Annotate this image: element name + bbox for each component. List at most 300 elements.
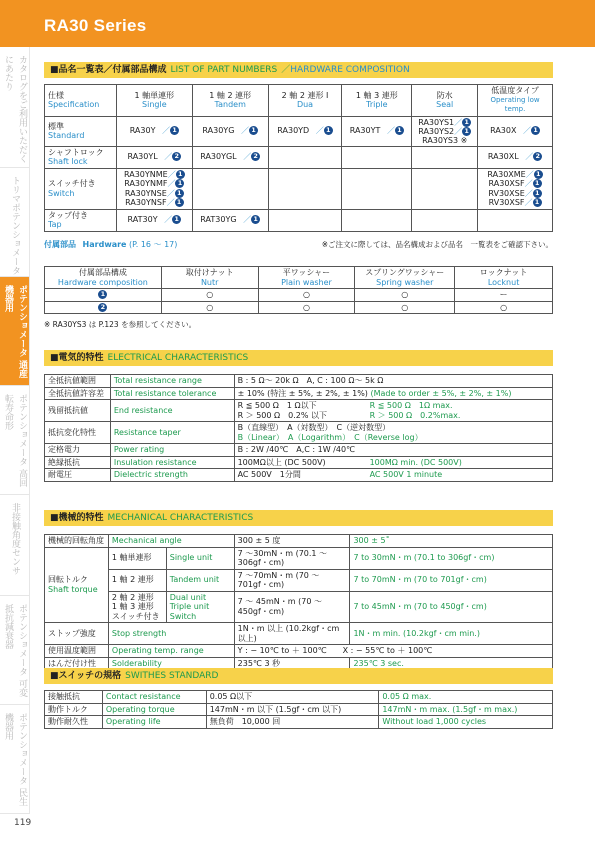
text: ／ bbox=[386, 126, 395, 136]
text bbox=[243, 215, 260, 225]
table-cell bbox=[234, 456, 552, 469]
text: ■スイッチの規格 bbox=[50, 671, 122, 681]
hardware-1-icon: 1 bbox=[251, 215, 260, 224]
table-cell: ○ bbox=[355, 301, 455, 314]
text bbox=[164, 215, 181, 225]
text bbox=[387, 126, 404, 136]
text-block: 1 軸 3 連形 bbox=[355, 90, 398, 100]
table-cell bbox=[478, 146, 553, 168]
table-row bbox=[45, 116, 553, 146]
text: ／ bbox=[243, 152, 252, 162]
text: RV30XSE bbox=[488, 188, 525, 198]
column-header bbox=[45, 85, 117, 117]
table-cell: 定格電力 bbox=[45, 444, 111, 457]
text bbox=[164, 152, 181, 162]
text: 付属部品 bbox=[44, 240, 76, 249]
hardware-1-icon: 1 bbox=[176, 170, 185, 179]
text-block: 仕様 bbox=[48, 90, 64, 100]
text: RA30YNME bbox=[123, 169, 168, 179]
table-cell bbox=[268, 116, 342, 146]
text: RA30YG bbox=[202, 126, 235, 136]
table-cell bbox=[116, 146, 192, 168]
column-header bbox=[161, 267, 258, 289]
table-cell bbox=[268, 168, 342, 209]
text: 100MΩ min. (DC 500V) bbox=[369, 457, 462, 467]
table-cell: 7 to 70mN・m (70 to 701gf・cm) bbox=[350, 569, 553, 591]
table-header-row bbox=[45, 267, 553, 289]
text-block: 1 軸単連形 bbox=[134, 90, 175, 100]
text: AC 500V 1分間 bbox=[237, 470, 301, 479]
text-block bbox=[119, 179, 190, 189]
hardware-2-icon: 2 bbox=[251, 152, 260, 161]
table-cell: ○ bbox=[258, 301, 355, 314]
text-block bbox=[480, 189, 550, 199]
text: R ≦ 500 Ω 1Ω max. bbox=[369, 401, 453, 410]
hardware-1-icon: 1 bbox=[170, 126, 179, 135]
text: Hardware bbox=[82, 240, 127, 249]
table-cell: ○ bbox=[258, 289, 355, 302]
text-block: 平ワッシャー bbox=[282, 268, 331, 277]
text-block bbox=[480, 179, 550, 189]
table-cell: 絶縁抵抗 bbox=[45, 456, 111, 469]
table-cell: Resistance taper bbox=[110, 422, 234, 444]
table-cell: B : 5 Ω～ 20k Ω A, C : 100 Ω～ 5k Ω bbox=[234, 375, 552, 388]
table-cell: 7 ～30mN・m (70.1 ～ 306gf・cm) bbox=[234, 547, 350, 569]
hardware-reference-line bbox=[44, 239, 553, 250]
table-row bbox=[45, 289, 553, 302]
table-row bbox=[45, 209, 553, 231]
text bbox=[525, 152, 542, 162]
text-block bbox=[0, 813, 30, 814]
text: R ≦ 500 Ω 1 Ω以下 bbox=[237, 401, 317, 410]
text-block: 防水 bbox=[436, 90, 453, 100]
text-block: ロックナット bbox=[479, 268, 528, 277]
text-block: Nutr bbox=[200, 277, 219, 287]
table-cell: Power rating bbox=[110, 444, 234, 457]
text: LIST OF PART NUMBERS bbox=[170, 65, 278, 75]
text-block: Switch bbox=[169, 611, 197, 621]
text-block bbox=[119, 170, 190, 180]
tbody bbox=[45, 375, 553, 482]
table-cell bbox=[412, 209, 478, 231]
table-cell: 抵抗変化特性 bbox=[45, 422, 111, 444]
table-cell: Single unit bbox=[166, 547, 234, 569]
table-row bbox=[45, 691, 553, 704]
text: (Made to order ± 5%, ± 2%, ± 1%) bbox=[370, 388, 512, 398]
table-row bbox=[45, 168, 553, 209]
table-cell: ー bbox=[455, 289, 553, 302]
section-heading-switch bbox=[44, 668, 553, 684]
text: RA30YNMF bbox=[124, 179, 168, 188]
text-block bbox=[480, 198, 550, 208]
table-cell: 0.05 Ω以下 bbox=[206, 691, 379, 704]
series-title: RA30 Series bbox=[44, 16, 147, 35]
table-cell bbox=[412, 168, 478, 209]
section-heading-electrical bbox=[44, 350, 553, 366]
table-cell: 7 to 30mN・m (70.1 to 306gf・cm) bbox=[350, 547, 553, 569]
text: RA30YD bbox=[277, 126, 310, 136]
table-cell bbox=[192, 146, 268, 168]
table-cell: 使用温度範囲 bbox=[45, 645, 109, 658]
text: RA30YGL bbox=[200, 152, 237, 162]
hardware-1-icon: 1 bbox=[172, 215, 181, 224]
sidebar-tab-trimmer[interactable] bbox=[0, 168, 30, 276]
table-cell bbox=[412, 116, 478, 146]
hardware-1-icon: 1 bbox=[462, 127, 471, 136]
table-cell bbox=[478, 168, 553, 209]
text: 100MΩ以上 (DC 500V) bbox=[237, 457, 326, 467]
table-cell bbox=[268, 146, 342, 168]
table-row bbox=[45, 146, 553, 168]
table-row bbox=[45, 456, 553, 469]
text: RA30YT bbox=[349, 126, 381, 136]
text-block bbox=[119, 189, 190, 199]
section-heading-parts bbox=[44, 62, 553, 78]
sidebar-tab-attenuator[interactable] bbox=[0, 596, 30, 704]
table-cell: 1 軸単連形 bbox=[108, 547, 166, 569]
hardware-page-link[interactable]: (P. 16 ～ 17) bbox=[129, 240, 178, 249]
text: ± 10% (特注 ± 5%, ± 2%, ± 1%) bbox=[237, 388, 368, 398]
table-cell bbox=[45, 116, 117, 146]
table-cell bbox=[234, 422, 552, 444]
text bbox=[241, 126, 258, 136]
table-cell: Operating torque bbox=[102, 703, 206, 716]
column-header bbox=[116, 85, 192, 117]
column-header bbox=[342, 85, 412, 117]
switch-standard-table bbox=[44, 690, 553, 729]
text: ■機械的特性 bbox=[50, 513, 104, 523]
table-cell: 機械的回転角度 bbox=[45, 535, 109, 548]
text-block: Seal bbox=[436, 100, 454, 110]
hardware-1-icon: 1 bbox=[533, 179, 542, 188]
tbody bbox=[45, 691, 553, 729]
sidebar-tab-label: カタログをご利用いただくにあたり bbox=[3, 55, 27, 163]
text-block: 付属部品構成 bbox=[78, 268, 127, 277]
sidebar-tab-catalog-usage[interactable] bbox=[0, 47, 30, 167]
table-cell: 全抵抗値許容差 bbox=[45, 387, 111, 400]
table-cell: Tandem unit bbox=[166, 569, 234, 591]
hardware-1-icon: 1 bbox=[534, 170, 543, 179]
text: ／ bbox=[454, 117, 463, 127]
text: ■電気的特性 bbox=[50, 353, 104, 363]
text-block: Plain washer bbox=[281, 277, 332, 287]
table-cell: Mechanical angle bbox=[108, 535, 234, 548]
table-cell bbox=[166, 591, 234, 623]
text-block: Single bbox=[142, 100, 167, 110]
text: RA30YL bbox=[127, 152, 158, 162]
table-row bbox=[45, 301, 553, 314]
text-block: Shaft lock bbox=[48, 157, 88, 166]
text-block: 2 軸 2 連形 bbox=[111, 592, 154, 602]
table-cell: ○ bbox=[455, 301, 553, 314]
hardware-2-icon: 2 bbox=[98, 303, 107, 312]
text: ／ bbox=[524, 188, 533, 198]
table-row bbox=[45, 422, 553, 444]
table-cell: Y : − 10℃ to ＋ 100℃ X : − 55℃ to ＋ 100℃ bbox=[234, 645, 552, 658]
sidebar-tab-label: ポテンショメータ 高回転寿命形 bbox=[3, 394, 27, 487]
text-block: Operating low temp. bbox=[490, 95, 540, 113]
table-cell: 235℃ 3 秒 bbox=[234, 657, 350, 670]
text: R ＞ 500 Ω 0.2% 以下 bbox=[237, 410, 328, 420]
text: SWITHES STANDARD bbox=[125, 671, 219, 681]
table-row bbox=[45, 645, 553, 658]
text-block bbox=[480, 170, 550, 180]
text: ／ bbox=[523, 126, 532, 136]
text-block bbox=[238, 411, 549, 421]
text-block: Standard bbox=[48, 131, 85, 140]
text-block: 回転トルク bbox=[48, 575, 88, 585]
table-cell bbox=[192, 168, 268, 209]
table-header-row bbox=[45, 85, 553, 117]
column-header bbox=[355, 267, 455, 289]
text-block bbox=[119, 198, 190, 208]
table-cell bbox=[234, 387, 552, 400]
text-block: RA30YS3 ※ bbox=[422, 135, 468, 145]
hardware-1-icon: 1 bbox=[98, 290, 107, 299]
text-block: Tap bbox=[48, 220, 62, 229]
text-block bbox=[414, 127, 475, 136]
table-cell: 1 軸 2 連形 bbox=[108, 569, 166, 591]
table-cell bbox=[192, 209, 268, 231]
text: ／ bbox=[281, 65, 291, 75]
text bbox=[162, 126, 179, 136]
electrical-characteristics-table bbox=[44, 374, 553, 482]
table-cell: 1N・m 以上 (10.2kgf・cm 以上) bbox=[234, 623, 350, 645]
hardware-composition-table bbox=[44, 266, 553, 314]
sidebar-tab-long-life[interactable] bbox=[0, 386, 30, 494]
table-cell bbox=[342, 146, 412, 168]
table-row bbox=[45, 375, 553, 388]
text: ／ bbox=[315, 126, 324, 136]
ys3-note: ※ RA30YS3 は P.123 を参照してください。 bbox=[44, 320, 197, 329]
table-cell bbox=[342, 168, 412, 209]
text: ／ bbox=[524, 179, 533, 188]
tbody bbox=[45, 535, 553, 670]
table-row bbox=[45, 703, 553, 716]
text-block: Specification bbox=[48, 100, 100, 110]
table-cell: 7 to 45mN・m (70 to 450gf・cm) bbox=[350, 591, 553, 623]
page-number: 119 bbox=[14, 818, 32, 828]
column-header bbox=[192, 85, 268, 117]
sidebar-tab-label: 非接触角度センサ bbox=[10, 503, 20, 575]
table-cell: ストップ強度 bbox=[45, 623, 109, 645]
table-cell bbox=[45, 146, 117, 168]
table-row bbox=[45, 716, 553, 729]
table-cell bbox=[268, 209, 342, 231]
table-cell: 235℃ 3 sec. bbox=[350, 657, 553, 670]
text: RA30X bbox=[490, 126, 517, 136]
sidebar-tab-consumer[interactable] bbox=[0, 705, 30, 813]
text: ■品名一覧表／付属部品構成 bbox=[50, 65, 167, 75]
hardware-1-icon: 1 bbox=[175, 179, 184, 188]
text: RA30YS2 bbox=[418, 126, 455, 136]
column-header bbox=[45, 267, 162, 289]
text: ／ bbox=[166, 188, 175, 198]
sidebar-tab-industrial[interactable] bbox=[0, 277, 30, 385]
table-cell: 耐電圧 bbox=[45, 469, 111, 482]
text-block: Dua bbox=[296, 100, 314, 110]
table-cell: Without load 1,000 cycles bbox=[379, 716, 553, 729]
table-cell: 300 ± 5 度 bbox=[234, 535, 350, 548]
text: ／ bbox=[162, 126, 171, 136]
sidebar-tab-label: トリマポテンショメータ bbox=[10, 176, 20, 275]
table-row bbox=[45, 591, 553, 623]
column-header bbox=[268, 85, 342, 117]
table-row bbox=[45, 547, 553, 569]
table-cell bbox=[192, 116, 268, 146]
table-cell: 147mN・m 以下 (1.5gf・cm 以下) bbox=[206, 703, 379, 716]
text: ／ bbox=[525, 169, 534, 179]
text-block: 低温度タイプ bbox=[491, 86, 539, 95]
text: ／ bbox=[164, 152, 173, 162]
table-cell: 全抵抗値範囲 bbox=[45, 375, 111, 388]
hardware-1-icon: 1 bbox=[462, 118, 471, 127]
table-cell bbox=[45, 301, 162, 314]
table-cell bbox=[234, 400, 552, 422]
text: AC 500V 1 minute bbox=[369, 470, 443, 479]
text: RA30YNSF bbox=[125, 198, 167, 207]
text: ／ bbox=[240, 126, 249, 136]
hardware-1-icon: 1 bbox=[175, 189, 184, 198]
table-cell: Contact resistance bbox=[102, 691, 206, 704]
table-cell: Operating life bbox=[102, 716, 206, 729]
table-cell bbox=[108, 591, 166, 623]
table-cell: Solderability bbox=[108, 657, 234, 670]
text: ／ bbox=[164, 215, 173, 225]
table-cell bbox=[342, 116, 412, 146]
page-header bbox=[0, 0, 595, 47]
hardware-2-icon: 2 bbox=[533, 152, 542, 161]
hardware-1-icon: 1 bbox=[395, 126, 404, 135]
table-cell: End resistance bbox=[110, 400, 234, 422]
hardware-2-icon: 2 bbox=[172, 152, 181, 161]
table-cell: 無負荷 10,000 回 bbox=[206, 716, 379, 729]
hardware-1-icon: 1 bbox=[533, 189, 542, 198]
column-header bbox=[412, 85, 478, 117]
column-header bbox=[455, 267, 553, 289]
table-cell bbox=[45, 168, 117, 209]
text-block: Switch bbox=[48, 188, 75, 198]
table-cell bbox=[116, 209, 192, 231]
text-block: Locknut bbox=[487, 277, 520, 287]
table-cell: 動作トルク bbox=[45, 703, 103, 716]
table-cell: 接触抵抗 bbox=[45, 691, 103, 704]
text-block bbox=[238, 401, 549, 411]
text-block: 1 軸 2 連形 bbox=[209, 90, 252, 100]
mechanical-characteristics-table bbox=[44, 534, 553, 670]
table-cell: Insulation resistance bbox=[110, 456, 234, 469]
text: ／ bbox=[243, 215, 252, 225]
text-block: Triple unit bbox=[169, 602, 210, 611]
tbody bbox=[45, 85, 553, 232]
table-cell: 0.05 Ω max. bbox=[379, 691, 553, 704]
table-cell: ○ bbox=[355, 289, 455, 302]
text-block: Spring washer bbox=[376, 277, 434, 287]
table-cell: 300 ± 5˚ bbox=[350, 535, 553, 548]
hardware-1-icon: 1 bbox=[533, 198, 542, 207]
sidebar-tab-label: ポテンショメータ 通産機器用 bbox=[3, 285, 27, 379]
hardware-1-icon: 1 bbox=[249, 126, 258, 135]
table-cell: Dielectric strength bbox=[110, 469, 234, 482]
text: RAT30Y bbox=[127, 215, 158, 225]
text-block: Dual unit bbox=[169, 592, 207, 602]
table-cell bbox=[116, 116, 192, 146]
hardware-1-icon: 1 bbox=[531, 126, 540, 135]
table-cell bbox=[412, 146, 478, 168]
text-block: 標準 bbox=[48, 121, 64, 131]
text-block: 2 軸 2 連形 I bbox=[281, 90, 329, 100]
text: HARDWARE COMPOSITION bbox=[290, 65, 410, 75]
text-block: タップ付き bbox=[48, 210, 88, 220]
text: ／ bbox=[167, 169, 176, 179]
text-block: スイッチ付き bbox=[48, 179, 96, 188]
text bbox=[243, 152, 260, 162]
text: ／ bbox=[524, 198, 533, 207]
text-block: スプリングワッシャー bbox=[365, 268, 445, 277]
text: ／ bbox=[166, 198, 175, 207]
table-cell: はんだ付け性 bbox=[45, 657, 109, 670]
table-row bbox=[45, 444, 553, 457]
text: RA30YNSE bbox=[124, 188, 167, 198]
text: RA30Y bbox=[129, 126, 156, 136]
text: ／ bbox=[167, 179, 176, 188]
text: RAT30YG bbox=[200, 215, 237, 225]
text bbox=[523, 126, 540, 136]
table-cell: 7 ～70mN・m (70 ～ 701gf・cm) bbox=[234, 569, 350, 591]
sidebar-tab-label: ポテンショメータ 民生機器用 bbox=[3, 713, 27, 806]
text: ELECTRICAL CHARACTERISTICS bbox=[107, 353, 249, 363]
table-row bbox=[45, 387, 553, 400]
table-row bbox=[45, 469, 553, 482]
category-sidebar bbox=[0, 47, 30, 842]
table-cell: Total resistance range bbox=[110, 375, 234, 388]
table-cell: 7 ～ 45mN・m (70 ～ 450gf・cm) bbox=[234, 591, 350, 623]
sidebar-tab-label: ポテンショメータ 可変抵抗減衰器 bbox=[3, 604, 27, 697]
table-cell: Total resistance tolerance bbox=[110, 387, 234, 400]
table-cell bbox=[234, 469, 552, 482]
hardware-1-icon: 1 bbox=[324, 126, 333, 135]
text-block: B（Linear） A（Logarithm） C（Reverse log） bbox=[237, 432, 423, 442]
table-cell: 1N・m min. (10.2kgf・cm min.) bbox=[350, 623, 553, 645]
text-block: Triple bbox=[366, 100, 388, 110]
text-block bbox=[414, 118, 475, 127]
table-cell: 残留抵抗値 bbox=[45, 400, 111, 422]
table-row bbox=[45, 569, 553, 591]
column-header bbox=[478, 85, 553, 117]
table-cell bbox=[45, 289, 162, 302]
text: ／ bbox=[454, 126, 463, 136]
hardware-1-icon: 1 bbox=[175, 198, 184, 207]
table-cell: Stop strength bbox=[108, 623, 234, 645]
table-row bbox=[45, 535, 553, 548]
text-block: Shaft torque bbox=[48, 584, 98, 594]
text-block: Hardware composition bbox=[57, 277, 148, 287]
text: RA30XL bbox=[487, 152, 519, 162]
column-header bbox=[258, 267, 355, 289]
section-heading-mechanical bbox=[44, 510, 553, 526]
sidebar-tab-angle-sensor[interactable] bbox=[0, 495, 30, 595]
table-cell bbox=[478, 209, 553, 231]
text: RA30YS1 bbox=[418, 117, 455, 127]
table-row bbox=[45, 400, 553, 422]
part-numbers-table bbox=[44, 84, 553, 232]
table-cell: 動作耐久性 bbox=[45, 716, 103, 729]
text bbox=[316, 126, 333, 136]
table-cell: ○ bbox=[161, 289, 258, 302]
text-block: 1 軸 3 連形 bbox=[111, 602, 154, 611]
text: RV30XSF bbox=[488, 198, 525, 207]
text-block: シャフトロック bbox=[48, 147, 104, 157]
